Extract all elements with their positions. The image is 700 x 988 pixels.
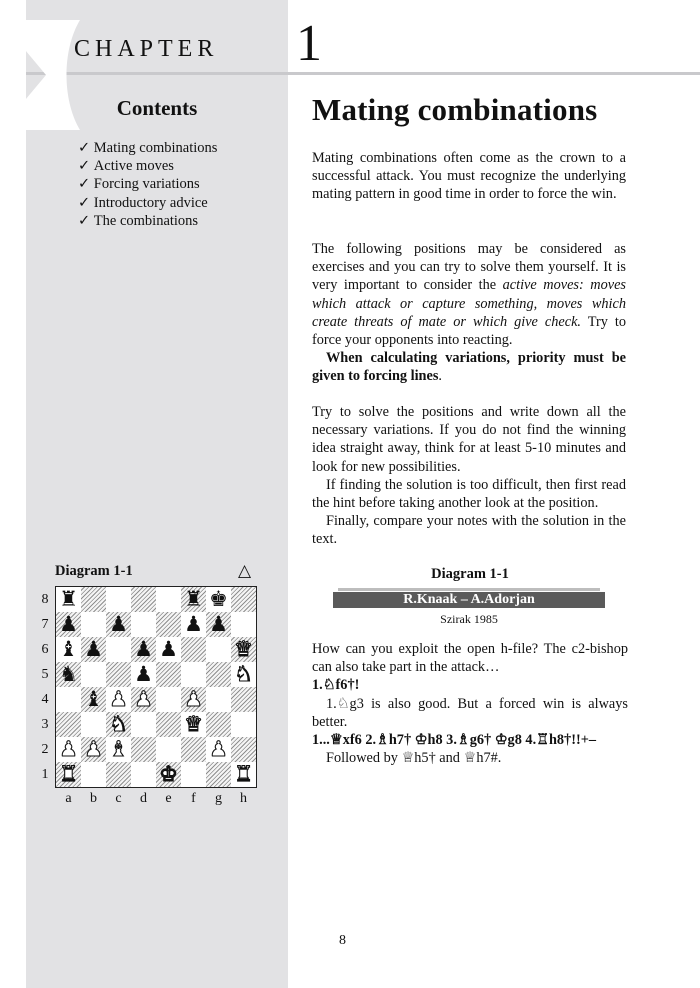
board-square-e5[interactable] bbox=[156, 662, 181, 687]
board-square-c3[interactable] bbox=[106, 712, 131, 737]
board-square-c2[interactable] bbox=[106, 737, 131, 762]
board-square-h3[interactable] bbox=[231, 712, 256, 737]
black-pawn-icon[interactable]: ♟ bbox=[59, 612, 78, 636]
white-to-move-triangle-icon: △ bbox=[238, 561, 252, 580]
board-square-c5[interactable] bbox=[106, 662, 131, 687]
black-pawn-icon[interactable]: ♟ bbox=[109, 612, 128, 636]
board-square-f4[interactable] bbox=[181, 687, 206, 712]
board-square-e1[interactable] bbox=[156, 762, 181, 787]
white-pawn-icon[interactable]: ♟ bbox=[109, 687, 128, 711]
board-square-a2[interactable] bbox=[56, 737, 81, 762]
board-square-e8[interactable] bbox=[156, 587, 181, 612]
black-pawn-icon[interactable]: ♟ bbox=[134, 637, 153, 661]
board-square-d2[interactable] bbox=[131, 737, 156, 762]
board-square-d7[interactable] bbox=[131, 612, 156, 637]
white-knight-icon[interactable]: ♞ bbox=[109, 712, 128, 736]
white-pawn-icon[interactable]: ♟ bbox=[134, 687, 153, 711]
chapter-label: CHAPTER bbox=[74, 36, 219, 62]
black-pawn-icon[interactable]: ♟ bbox=[184, 612, 203, 636]
board-square-c1[interactable] bbox=[106, 762, 131, 787]
white-pawn-icon[interactable]: ♟ bbox=[59, 737, 78, 761]
file-label: c bbox=[115, 791, 122, 806]
board-square-h8[interactable] bbox=[231, 587, 256, 612]
paragraph-bold: When calculating variations, priority must be given to forcing lines bbox=[312, 350, 626, 385]
white-pawn-icon[interactable]: ♟ bbox=[84, 737, 103, 761]
file-label: d bbox=[140, 791, 147, 806]
question: How can you exploit the open h-file? The c2-bishop can also take part in the attack… bbox=[312, 641, 628, 676]
paragraph: If finding the solution is too difficult, then first read the hint before taking another look at the position. bbox=[312, 476, 626, 512]
board-square-a7[interactable] bbox=[56, 612, 81, 637]
rank-label: 7 bbox=[41, 617, 49, 632]
contents-title: Contents bbox=[116, 96, 198, 120]
board-square-e3[interactable] bbox=[156, 712, 181, 737]
board-square-h6[interactable] bbox=[231, 637, 256, 662]
black-pawn-icon[interactable]: ♟ bbox=[209, 612, 228, 636]
board-square-g7[interactable] bbox=[206, 612, 231, 637]
board-square-g5[interactable] bbox=[206, 662, 231, 687]
paragraph: Mating combinations often come as the crown to a successful attack. You must recognize the underlying mating pattern in good time in order to force the win. bbox=[312, 150, 626, 203]
paragraph bbox=[312, 240, 626, 349]
rank-label: 2 bbox=[41, 742, 49, 757]
page-title: Mating combinations bbox=[312, 92, 598, 127]
diagram-label: Diagram 1-1 bbox=[55, 563, 133, 579]
contents-item[interactable]: ✓ Active moves bbox=[78, 157, 217, 175]
board-square-c6[interactable] bbox=[106, 637, 131, 662]
board-square-g4[interactable] bbox=[206, 687, 231, 712]
board-square-f6[interactable] bbox=[181, 637, 206, 662]
paragraph-text: . bbox=[438, 368, 442, 385]
move-note: 1.♘g3 is also good. But a forced win is always better. bbox=[312, 695, 628, 730]
board-square-g8[interactable] bbox=[206, 587, 231, 612]
file-label: b bbox=[90, 791, 97, 806]
board-square-b2[interactable] bbox=[81, 737, 106, 762]
paragraph-text: Try to force your opponents into reacting. bbox=[312, 313, 626, 349]
board-square-g3[interactable] bbox=[206, 712, 231, 737]
board-square-b6[interactable] bbox=[81, 637, 106, 662]
file-label: a bbox=[65, 791, 72, 806]
board-square-f5[interactable] bbox=[181, 662, 206, 687]
game-event: Szirak 1985 bbox=[440, 612, 498, 626]
rank-label: 1 bbox=[41, 767, 49, 782]
black-pawn-icon[interactable]: ♟ bbox=[159, 637, 178, 661]
chapter-rule bbox=[26, 72, 700, 75]
white-bishop-icon[interactable]: ♝ bbox=[109, 737, 128, 761]
paragraph bbox=[312, 349, 626, 385]
body-section-2 bbox=[312, 240, 626, 386]
board-square-f1[interactable] bbox=[181, 762, 206, 787]
final-note: Followed by ♕h5† and ♕h7#. bbox=[326, 750, 502, 767]
rank-label: 4 bbox=[41, 692, 49, 707]
board-square-e2[interactable] bbox=[156, 737, 181, 762]
main-move: 1.♘f6†! bbox=[312, 677, 360, 694]
white-pawn-icon[interactable]: ♟ bbox=[184, 687, 203, 711]
board-square-d5[interactable] bbox=[131, 662, 156, 687]
game-players: R.Knaak – A.Adorjan bbox=[333, 592, 605, 608]
rank-label: 5 bbox=[41, 667, 49, 682]
paragraph-italic: active moves: moves which attack or capture something, moves which create threats of mate or which give check. bbox=[312, 277, 626, 330]
body-section-1 bbox=[312, 149, 626, 204]
board-square-b3[interactable] bbox=[81, 712, 106, 737]
board-square-c4[interactable] bbox=[106, 687, 131, 712]
rank-label: 8 bbox=[41, 592, 49, 607]
board-square-b8[interactable] bbox=[81, 587, 106, 612]
board-square-b5[interactable] bbox=[81, 662, 106, 687]
contents-item[interactable]: ✓ Introductory advice bbox=[78, 194, 217, 212]
chapter-number: 1 bbox=[296, 15, 322, 72]
black-pawn-icon[interactable]: ♟ bbox=[84, 637, 103, 661]
board-square-e7[interactable] bbox=[156, 612, 181, 637]
contents-item[interactable]: ✓ Forcing variations bbox=[78, 175, 217, 193]
board-square-g1[interactable] bbox=[206, 762, 231, 787]
board-square-h2[interactable] bbox=[231, 737, 256, 762]
board-square-c8[interactable] bbox=[106, 587, 131, 612]
contents-list bbox=[78, 139, 217, 230]
board-square-e6[interactable] bbox=[156, 637, 181, 662]
file-label: h bbox=[240, 791, 247, 806]
contents-item[interactable]: ✓ Mating combinations bbox=[78, 139, 217, 157]
white-pawn-icon[interactable]: ♟ bbox=[209, 737, 228, 761]
board-square-d8[interactable] bbox=[131, 587, 156, 612]
board-square-b7[interactable] bbox=[81, 612, 106, 637]
board-square-c7[interactable] bbox=[106, 612, 131, 637]
black-bishop-icon[interactable]: ♝ bbox=[84, 687, 103, 711]
board-square-a4[interactable] bbox=[56, 687, 81, 712]
board-square-h4[interactable] bbox=[231, 687, 256, 712]
board-square-b4[interactable] bbox=[81, 687, 106, 712]
board-square-g6[interactable] bbox=[206, 637, 231, 662]
rank-label: 6 bbox=[41, 642, 49, 657]
file-label: f bbox=[191, 791, 196, 806]
chess-board bbox=[55, 586, 257, 788]
page-number: 8 bbox=[339, 933, 346, 948]
board-square-a8[interactable] bbox=[56, 587, 81, 612]
board-square-d4[interactable] bbox=[131, 687, 156, 712]
board-square-d3[interactable] bbox=[131, 712, 156, 737]
board-square-a6[interactable] bbox=[56, 637, 81, 662]
paragraph: Try to solve the positions and write down all the necessary variations. If you do not find the winning idea straight away, think for at least 5-10 minutes and look for new possibilities. bbox=[312, 404, 626, 475]
board-square-f7[interactable] bbox=[181, 612, 206, 637]
black-knight-icon[interactable]: ♞ bbox=[59, 662, 78, 686]
board-square-e4[interactable] bbox=[156, 687, 181, 712]
board-square-b1[interactable] bbox=[81, 762, 106, 787]
board-square-d1[interactable] bbox=[131, 762, 156, 787]
solution-text bbox=[312, 640, 628, 767]
white-rook-icon[interactable]: ♜ bbox=[59, 762, 78, 786]
paragraph-text: The following positions may be considered as exercises and you can try to solve them yourself. It is very important to consider the bbox=[312, 241, 626, 294]
body-section-3 bbox=[312, 403, 626, 549]
white-queen-icon[interactable]: ♛ bbox=[234, 637, 253, 661]
main-line: 1...♕xf6 2.♗h7† ♔h8 3.♗g6† ♔g8 4.♖h8†!!+– bbox=[312, 732, 597, 749]
paragraph: Finally, compare your notes with the solution in the text. bbox=[312, 513, 626, 548]
black-pawn-icon[interactable]: ♟ bbox=[134, 662, 153, 686]
board-square-h5[interactable] bbox=[231, 662, 256, 687]
rank-label: 3 bbox=[41, 717, 49, 732]
board-square-a5[interactable] bbox=[56, 662, 81, 687]
white-king-icon[interactable]: ♚ bbox=[159, 762, 178, 786]
board-square-d6[interactable] bbox=[131, 637, 156, 662]
white-queen-icon[interactable]: ♛ bbox=[184, 712, 203, 736]
board-square-h1[interactable] bbox=[231, 762, 256, 787]
white-knight-icon[interactable]: ♞ bbox=[234, 662, 253, 686]
board-square-g2[interactable] bbox=[206, 737, 231, 762]
black-bishop-icon[interactable]: ♝ bbox=[59, 637, 78, 661]
board-square-f8[interactable] bbox=[181, 587, 206, 612]
board-square-a1[interactable] bbox=[56, 762, 81, 787]
black-rook-icon[interactable]: ♜ bbox=[59, 587, 78, 611]
white-rook-icon[interactable]: ♜ bbox=[234, 762, 253, 786]
board-square-a3[interactable] bbox=[56, 712, 81, 737]
file-label: e bbox=[165, 791, 172, 806]
board-square-f2[interactable] bbox=[181, 737, 206, 762]
board-square-h7[interactable] bbox=[231, 612, 256, 637]
contents-item[interactable]: ✓ The combinations bbox=[78, 212, 217, 230]
black-rook-icon[interactable]: ♜ bbox=[184, 587, 203, 611]
game-diagram-label: Diagram 1-1 bbox=[431, 566, 509, 582]
file-label: g bbox=[215, 791, 222, 806]
board-square-f3[interactable] bbox=[181, 712, 206, 737]
black-king-icon[interactable]: ♚ bbox=[209, 587, 228, 611]
game-bar-shadow bbox=[338, 588, 600, 591]
